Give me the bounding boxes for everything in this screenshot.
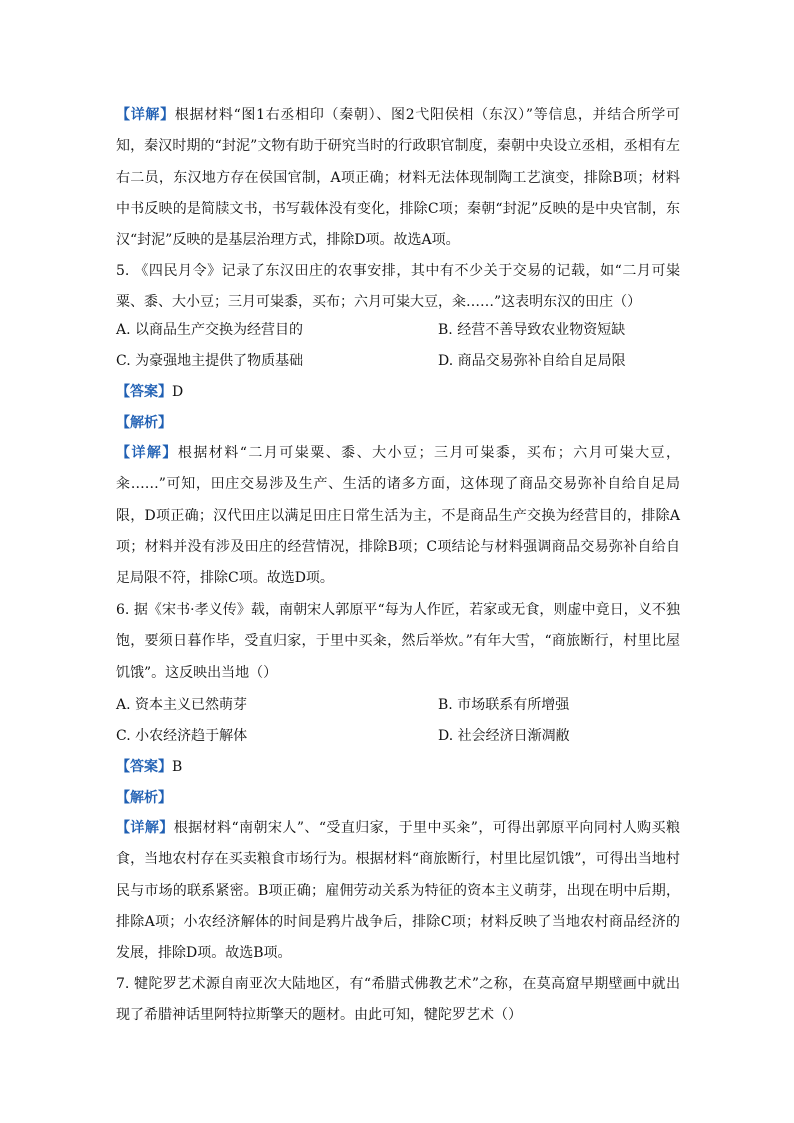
q5-detail-paragraph: [116, 438, 680, 594]
q6-option-d: D. 社会经济日渐凋敝: [438, 728, 570, 744]
question-6-stem: 6. 据《宋书·孝义传》载，南朝宋人郭原平“每为人作匠，若家或无食，则虚中竟日，义不独饱，要须日暮作毕，受直归家，于里中买籴，然后举炊。”有年大雪，“商旅断行，村里比屋饥饿”。这反映出当地（）: [116, 602, 680, 681]
q6-option-c: C. 小农经济趋于解体: [116, 728, 248, 744]
question-7-stem: 7. 犍陀罗艺术源自南亚次大陆地区，有“希腊式佛教艺术”之称，在莫高窟早期壁画中就出现了希腊神话里阿特拉斯擎天的题材。由此可知，犍陀罗艺术（）: [116, 976, 680, 1024]
detail-tag: 【详解】: [116, 107, 175, 123]
answer-value: B: [172, 759, 183, 775]
q5-option-c: C. 为豪强地主提供了物质基础: [116, 353, 304, 369]
analysis-tag: 【解析】: [116, 415, 172, 431]
question-5-stem: 5. 《四民月令》记录了东汉田庄的农事安排，其中有不少关于交易的记载，如“二月可粜粟、黍、大小豆；三月可粜黍，买布；六月可粜大豆，籴……”这表明东汉的田庄（）: [116, 263, 680, 311]
q5-analysis-heading: [116, 413, 172, 433]
q5-option-d: D. 商品交易弥补自给自足局限: [438, 353, 626, 369]
detail-tag: 【详解】: [116, 445, 178, 461]
answer-tag: 【答案】: [116, 759, 172, 775]
detail-tag: 【详解】: [116, 820, 174, 836]
q5-answer: [116, 382, 183, 402]
detail-text: 根据材料“图1右丞相印（秦朝）、图2弋阳侯相（东汉）”等信息，并结合所学可知，秦汉时期的“封泥”文物有助于研究当时的行政职官制度，秦朝中央设立丞相，丞相有左右二员，东汉地方存在侯国官制，A项正确；材料无法体现制陶工艺演变，排除B项；材料中书反映的是简牍文书，书写载体没有变化，排除C项；秦朝“封泥”反映的是中央官制，东汉“封泥”反映的是基层治理方式，排除D项。故选A项。: [116, 107, 680, 249]
answer-value: D: [172, 384, 184, 400]
q6-option-b: B. 市场联系有所增强: [438, 697, 570, 713]
q5-option-b: B. 经营不善导致农业物资短缺: [438, 322, 626, 338]
q6-option-a: A. 资本主义已然萌芽: [116, 697, 248, 713]
analysis-tag: 【解析】: [116, 790, 172, 806]
answer-tag: 【答案】: [116, 384, 172, 400]
q6-answer: [116, 757, 182, 777]
q6-analysis-heading: [116, 788, 172, 808]
q6-detail-paragraph: [116, 813, 680, 969]
detail-paragraph-q4: [116, 100, 680, 256]
q5-option-a: A. 以商品生产交换为经营目的: [116, 322, 304, 338]
detail-text: 根据材料“南朝宋人”、“受直归家，于里中买籴”，可得出郭原平向同村人购买粮食，当地农村存在买卖粮食市场行为。根据材料“商旅断行，村里比屋饥饿”，可得出当地村民与市场的联系紧密。B项正确；雇佣劳动关系为特征的资本主义萌芽，出现在明中后期，排除A项；小农经济解体的时间是鸦片战争后，排除C项；材料反映了当地农村商品经济的发展，排除D项。故选B项。: [116, 820, 681, 962]
detail-text: 根据材料“二月可粜粟、黍、大小豆；三月可粜黍，买布；六月可粜大豆，籴……”可知，田庄交易涉及生产、生活的诸多方面，这体现了商品交易弥补自给自足局限，D项正确；汉代田庄以满足田庄日常生活为主，不是商品生产交换为经营目的，排除A项；材料并没有涉及田庄的经营情况，排除B项；C项结论与材料强调商品交易弥补自给自足局限不符，排除C项。故选D项。: [116, 445, 681, 587]
